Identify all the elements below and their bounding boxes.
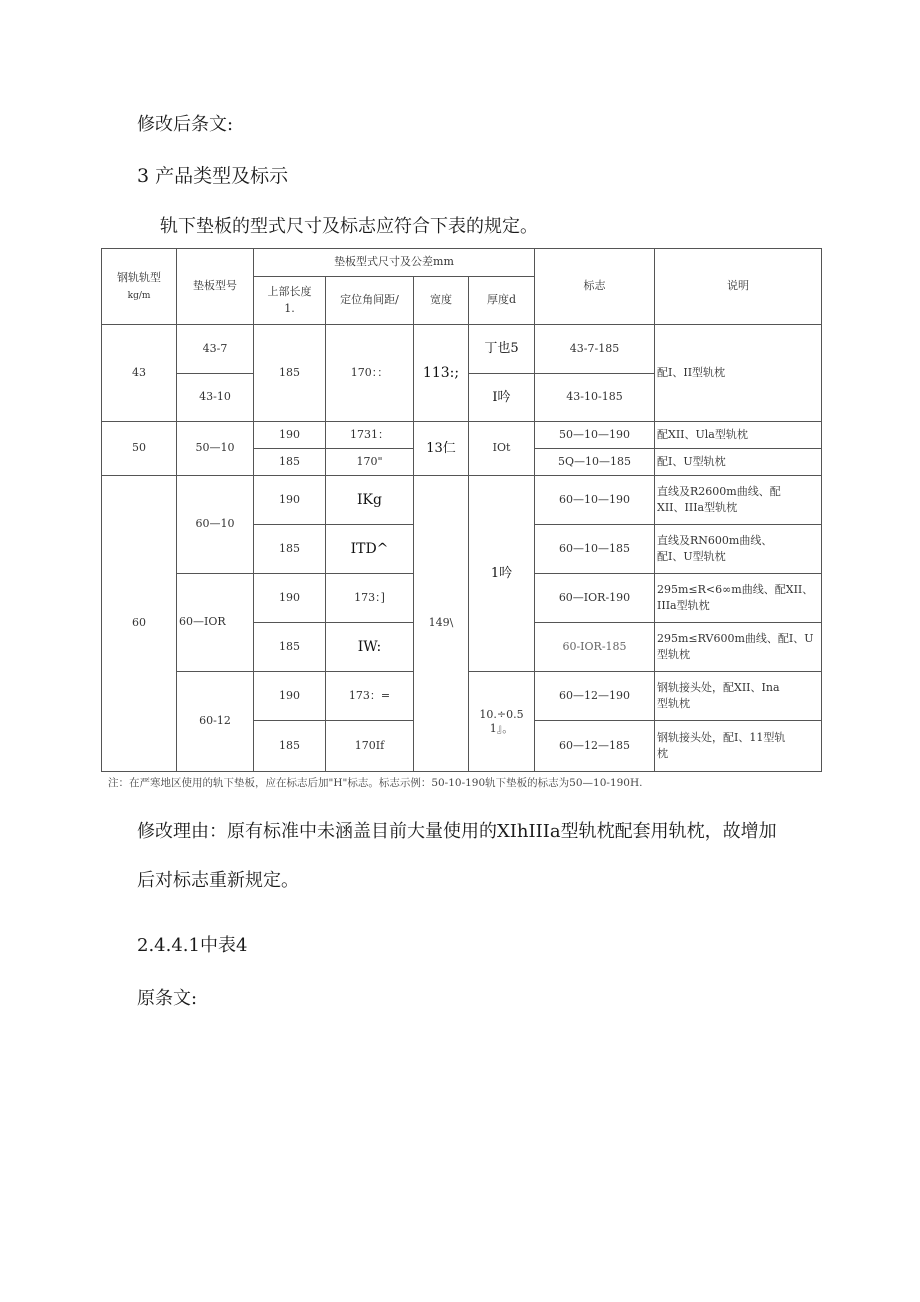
- section-heading: [137, 161, 288, 188]
- cell-model-60-12: 60-12: [177, 672, 254, 772]
- section-number: 3: [137, 165, 150, 187]
- cell-length-50-190: 190: [254, 422, 326, 449]
- cell-length-60-10-190: 190: [254, 476, 326, 525]
- cell-desc-60-10r-185: [655, 623, 822, 672]
- desc-line: 直线及R2600m曲线、配: [657, 484, 781, 498]
- desc-line: 型轨枕: [657, 697, 690, 710]
- cell-model-43-10: 43-10: [177, 374, 254, 422]
- clause-reference: 2.4.4.1中表4: [137, 935, 248, 956]
- desc-line: IIIa型轨枕: [657, 599, 710, 612]
- cell-thick-43-10: I吟: [469, 374, 535, 422]
- cell-angle-60-10-190: IKg: [326, 476, 414, 525]
- header-rail-type: [102, 249, 177, 325]
- cell-model-60-10: 60—10: [177, 476, 254, 574]
- cell-mark-50-185: 5Q—10—185: [535, 449, 655, 476]
- cell-model-50-10: 50—10: [177, 422, 254, 476]
- cell-thick-50: IOt: [469, 422, 535, 476]
- cell-width-43: 113:;: [414, 325, 469, 422]
- reason-line-1: 修改理由：原有标准中未涵盖目前大量使用的XIhIIIa型轨枕配套用轨枕，故增加: [137, 821, 777, 842]
- table-intro: 轨下垫板的型式尺寸及标志应符合下表的规定。: [160, 216, 538, 237]
- cell-thick-60-b: [469, 672, 535, 772]
- header-note: 说明: [655, 249, 822, 325]
- cell-length-60-10-185: 185: [254, 525, 326, 574]
- cell-mark-50-190: 50—10—190: [535, 422, 655, 449]
- cell-angle-43: 170：：: [326, 325, 414, 422]
- cell-desc-60-10-185: [655, 525, 822, 574]
- cell-length-60-10r-185: 185: [254, 623, 326, 672]
- cell-mark-60-10-190: 60—10—190: [535, 476, 655, 525]
- desc-line: 钢轨接头处，配XII、Ina: [657, 680, 780, 694]
- cell-angle-60-12-190: 173：=: [326, 672, 414, 721]
- cell-model-60-10r: 60—IOR: [177, 574, 254, 672]
- cell-angle-60-10r-190: 173：]: [326, 574, 414, 623]
- header-width: 宽度: [414, 277, 469, 325]
- header-top-length-symbol: 1.: [284, 301, 295, 315]
- section-title: 产品类型及标示: [155, 165, 289, 187]
- header-rail-unit: kg/m: [127, 290, 151, 301]
- cell-angle-50-190: 1731：: [326, 422, 414, 449]
- cell-thick-43-7: 丁也5: [469, 325, 535, 374]
- desc-line: 枕: [657, 747, 668, 760]
- cell-mark-60-12-185: 60—12—185: [535, 721, 655, 772]
- desc-line: 直线及RN600m曲线、: [657, 533, 773, 547]
- thick-tolerance: 10.÷0.5: [479, 708, 524, 722]
- desc-line: 295m≤RV600m曲线、配I、U: [657, 631, 814, 645]
- cell-angle-60-12-185: 170If: [326, 721, 414, 772]
- cell-width-50: 13仁: [414, 422, 469, 476]
- cell-rail-43: 43: [102, 325, 177, 422]
- cell-angle-50-185: 170": [326, 449, 414, 476]
- header-rail-type-label: 钢轨轨型: [117, 271, 161, 284]
- cell-mark-60-10r-185: 60-IOR-185: [535, 623, 655, 672]
- cell-mark-60-10-185: 60—10—185: [535, 525, 655, 574]
- header-top-length: [254, 277, 326, 325]
- header-mark: 标志: [535, 249, 655, 325]
- cell-desc-50-190: 配XII、Ula型轨枕: [655, 422, 822, 449]
- cell-mark-43-10: 43-10-185: [535, 374, 655, 422]
- header-pad-model: 垫板型号: [177, 249, 254, 325]
- cell-desc-60-12-185: [655, 721, 822, 772]
- header-thickness: 厚度d: [469, 277, 535, 325]
- cell-length-60-12-190: 190: [254, 672, 326, 721]
- cell-model-43-7: 43-7: [177, 325, 254, 374]
- original-label: 原条文:: [137, 988, 198, 1009]
- desc-line: 295m≤R<6∞m曲线、配XII、: [657, 582, 814, 596]
- cell-length-60-10r-190: 190: [254, 574, 326, 623]
- desc-line: 钢轨接头处，配I、11型轨: [657, 730, 786, 744]
- cell-desc-60-10-190: [655, 476, 822, 525]
- cell-rail-50: 50: [102, 422, 177, 476]
- desc-line: 型轨枕: [657, 648, 690, 661]
- reason-line-2: 后对标志重新规定。: [137, 870, 299, 891]
- cell-thick-60-a: 1吟: [469, 476, 535, 672]
- cell-mark-60-10r-190: 60—IOR-190: [535, 574, 655, 623]
- header-position-angle: 定位角间距/: [326, 277, 414, 325]
- header-dims-group: 垫板型式尺寸及公差mm: [254, 249, 535, 277]
- cell-angle-60-10r-185: IW:: [326, 623, 414, 672]
- cell-length-60-12-185: 185: [254, 721, 326, 772]
- cell-desc-50-185: 配I、U型轨枕: [655, 449, 822, 476]
- cell-angle-60-10-185: ITD^: [326, 525, 414, 574]
- cell-rail-60: 60: [102, 476, 177, 772]
- table-footnote: 注：在严寒地区使用的轨下垫板，应在标志后加"H"标志。标志示例：50-10-190轨下垫板的标志为50—10-190H.: [108, 777, 643, 789]
- cell-width-60: 149\: [414, 476, 469, 772]
- cell-desc-60-12-190: [655, 672, 822, 721]
- desc-line: XII、IIIa型轨枕: [657, 501, 738, 514]
- thick-tolerance-tail: 1』。: [489, 721, 514, 735]
- header-top-length-label: 上部长度: [267, 285, 312, 298]
- pad-spec-table: [101, 248, 822, 772]
- cell-mark-60-12-190: 60—12—190: [535, 672, 655, 721]
- cell-desc-43: 配I、II型轨枕: [655, 325, 822, 422]
- cell-mark-43-7: 43-7-185: [535, 325, 655, 374]
- cell-length-43: 185: [254, 325, 326, 422]
- cell-length-50-185: 185: [254, 449, 326, 476]
- desc-line: 配I、U型轨枕: [657, 550, 726, 563]
- revised-heading: 修改后条文:: [137, 114, 234, 135]
- cell-desc-60-10r-190: [655, 574, 822, 623]
